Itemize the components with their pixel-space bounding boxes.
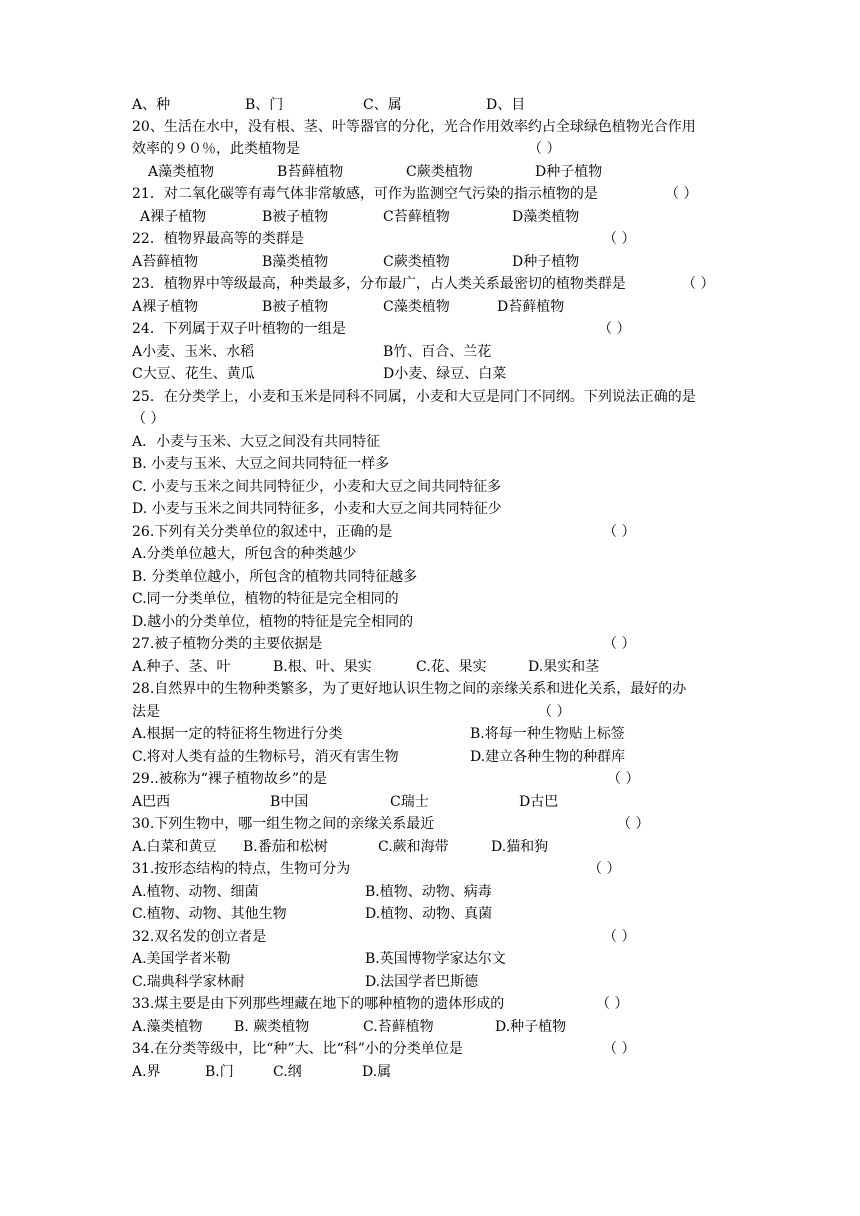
answer-bracket: （ ） xyxy=(603,524,636,540)
text-segment: D苔藓植物 xyxy=(497,299,565,315)
text-segment: A、种 xyxy=(132,97,171,113)
text-segment: D藻类植物 xyxy=(512,209,580,225)
text-segment: B. 蕨类植物 xyxy=(234,1019,310,1035)
text-segment: B. 小麦与玉米、大豆之间共同特征一样多 xyxy=(132,456,390,472)
text-segment: A小麦、玉米、水稻 xyxy=(132,344,255,360)
text-segment: A.美国学者米勒 xyxy=(132,951,231,967)
text-segment: D古巴 xyxy=(519,794,559,810)
text-segment: 30.下列生物中，哪一组生物之间的亲缘关系最近 xyxy=(132,816,435,832)
text-segment: 29..被称为“裸子植物故乡”的是 xyxy=(132,771,328,787)
text-segment: A.种子、茎、叶 xyxy=(132,659,231,675)
answer-bracket: （ ） xyxy=(682,276,715,292)
text-segment: D.越小的分类单位，植物的特征是完全相同的 xyxy=(132,614,414,630)
answer-bracket: （ ） xyxy=(596,996,629,1012)
text-segment: D种子植物 xyxy=(535,164,603,180)
text-segment: C藻类植物 xyxy=(383,299,450,315)
answer-bracket: （ ） xyxy=(603,231,636,247)
text-segment: 23．植物界中等级最高，种类最多，分布最广，占人类关系最密切的植物类群是 xyxy=(132,276,626,292)
text-segment: A苔藓植物 xyxy=(132,254,199,270)
text-segment: B.植物、动物、病毒 xyxy=(365,884,492,900)
text-segment: C、属 xyxy=(363,97,402,113)
text-segment: D.种子植物 xyxy=(495,1019,567,1035)
text-segment: 31.按形态结构的特点，生物可分为 xyxy=(132,861,351,877)
text-segment: 24．下列属于双子叶植物的一组是 xyxy=(132,321,346,337)
answer-bracket: （ ） xyxy=(598,321,631,337)
text-segment: A裸子植物 xyxy=(132,299,199,315)
text-segment: A.藻类植物 xyxy=(132,1019,203,1035)
text-segment: D.属 xyxy=(362,1064,392,1080)
text-segment: B中国 xyxy=(270,794,309,810)
text-segment: A.界 xyxy=(132,1064,161,1080)
text-segment: 26.下列有关分类单位的叙述中，正确的是 xyxy=(132,524,393,540)
answer-bracket: （ ） xyxy=(132,411,165,427)
answer-bracket: （ ） xyxy=(603,1041,636,1057)
text-segment: C.花、果实 xyxy=(416,659,487,675)
text-segment: 效率的９０％，此类植物是 xyxy=(132,141,300,157)
answer-bracket: （ ） xyxy=(603,636,636,652)
text-segment: B苔藓植物 xyxy=(277,164,344,180)
text-segment: C.植物、动物、其他生物 xyxy=(132,906,287,922)
text-segment: B.番茄和松树 xyxy=(243,839,328,855)
answer-bracket: （ ） xyxy=(538,704,571,720)
text-segment: C.同一分类单位，植物的特征是完全相同的 xyxy=(132,591,399,607)
text-segment: A.白菜和黄豆 xyxy=(132,839,217,855)
text-segment: D.法国学者巴斯德 xyxy=(365,974,479,990)
text-segment: A.分类单位越大，所包含的种类越少 xyxy=(132,546,357,562)
text-segment: B. 分类单位越小，所包含的植物共同特征越多 xyxy=(132,569,418,585)
text-segment: 22．植物界最高等的类群是 xyxy=(132,231,304,247)
text-segment: A.植物、动物、细菌 xyxy=(132,884,259,900)
text-segment: B竹、百合、兰花 xyxy=(383,344,492,360)
answer-bracket: （ ） xyxy=(528,141,561,157)
text-segment: B、门 xyxy=(245,97,284,113)
text-segment: 25．在分类学上，小麦和玉米是同科不同属，小麦和大豆是同门不同纲。下列说法正确的是 xyxy=(132,389,696,405)
text-segment: B.根、叶、果实 xyxy=(273,659,372,675)
text-segment: D.植物、动物、真菌 xyxy=(365,906,493,922)
text-segment: A裸子植物 xyxy=(140,209,207,225)
text-segment: A巴西 xyxy=(132,794,171,810)
text-segment: C.纲 xyxy=(273,1064,302,1080)
text-segment: B被子植物 xyxy=(262,209,329,225)
text-segment: B藻类植物 xyxy=(262,254,329,270)
text-segment: 33.煤主要是由下列那些埋藏在地下的哪种植物的遗体形成的 xyxy=(132,996,505,1012)
text-segment: A．小麦与玉米、大豆之间没有共同特征 xyxy=(132,434,381,450)
text-segment: C.苔藓植物 xyxy=(363,1019,434,1035)
text-segment: C苔藓植物 xyxy=(383,209,450,225)
text-segment: D. 小麦与玉米之间共同特征多，小麦和大豆之间共同特征少 xyxy=(132,501,502,517)
text-segment: A藻类植物 xyxy=(148,164,215,180)
text-segment: C.蕨和海带 xyxy=(378,839,449,855)
text-segment: A.根据一定的特征将生物进行分类 xyxy=(132,726,343,742)
answer-bracket: （ ） xyxy=(607,771,640,787)
text-segment: C. 小麦与玉米之间共同特征少，小麦和大豆之间共同特征多 xyxy=(132,479,502,495)
text-segment: 28.自然界中的生物种类繁多，为了更好地认识生物之间的亲缘关系和进化关系，最好的办 xyxy=(132,681,687,697)
text-segment: D种子植物 xyxy=(512,254,580,270)
text-segment: C.瑞典科学家林耐 xyxy=(132,974,245,990)
text-segment: C瑞士 xyxy=(390,794,429,810)
text-segment: 27.被子植物分类的主要依据是 xyxy=(132,636,323,652)
text-segment: B.英国博物学家达尔文 xyxy=(365,951,506,967)
text-segment: 34.在分类等级中，比“种”大、比“科”小的分类单位是 xyxy=(132,1041,463,1057)
text-segment: C.将对人类有益的生物标号，消灭有害生物 xyxy=(132,749,399,765)
text-segment: 20、生活在水中，没有根、茎、叶等器官的分化，光合作用效率约占全球绿色植物光合作用 xyxy=(132,119,696,135)
text-segment: C蕨类植物 xyxy=(383,254,450,270)
text-segment: B.门 xyxy=(205,1064,234,1080)
text-segment: C大豆、花生、黄瓜 xyxy=(132,366,255,382)
text-segment: B.将每一种生物贴上标签 xyxy=(470,726,625,742)
answer-bracket: （ ） xyxy=(603,929,636,945)
answer-bracket: （ ） xyxy=(617,816,650,832)
text-segment: 21．对二氧化碳等有毒气体非常敏感，可作为监测空气污染的指示植物的是 xyxy=(132,186,598,202)
text-segment: B被子植物 xyxy=(262,299,329,315)
text-segment: D.果实和茎 xyxy=(528,659,600,675)
text-segment: D.猫和狗 xyxy=(491,839,549,855)
text-segment: D.建立各种生物的种群库 xyxy=(470,749,626,765)
answer-bracket: （ ） xyxy=(588,861,621,877)
text-segment: D、目 xyxy=(486,97,526,113)
answer-bracket: （ ） xyxy=(665,186,698,202)
text-segment: C蕨类植物 xyxy=(406,164,473,180)
text-segment: 32.双名发的创立者是 xyxy=(132,929,267,945)
text-segment: 法是 xyxy=(132,704,160,720)
text-segment: D小麦、绿豆、白菜 xyxy=(383,366,507,382)
